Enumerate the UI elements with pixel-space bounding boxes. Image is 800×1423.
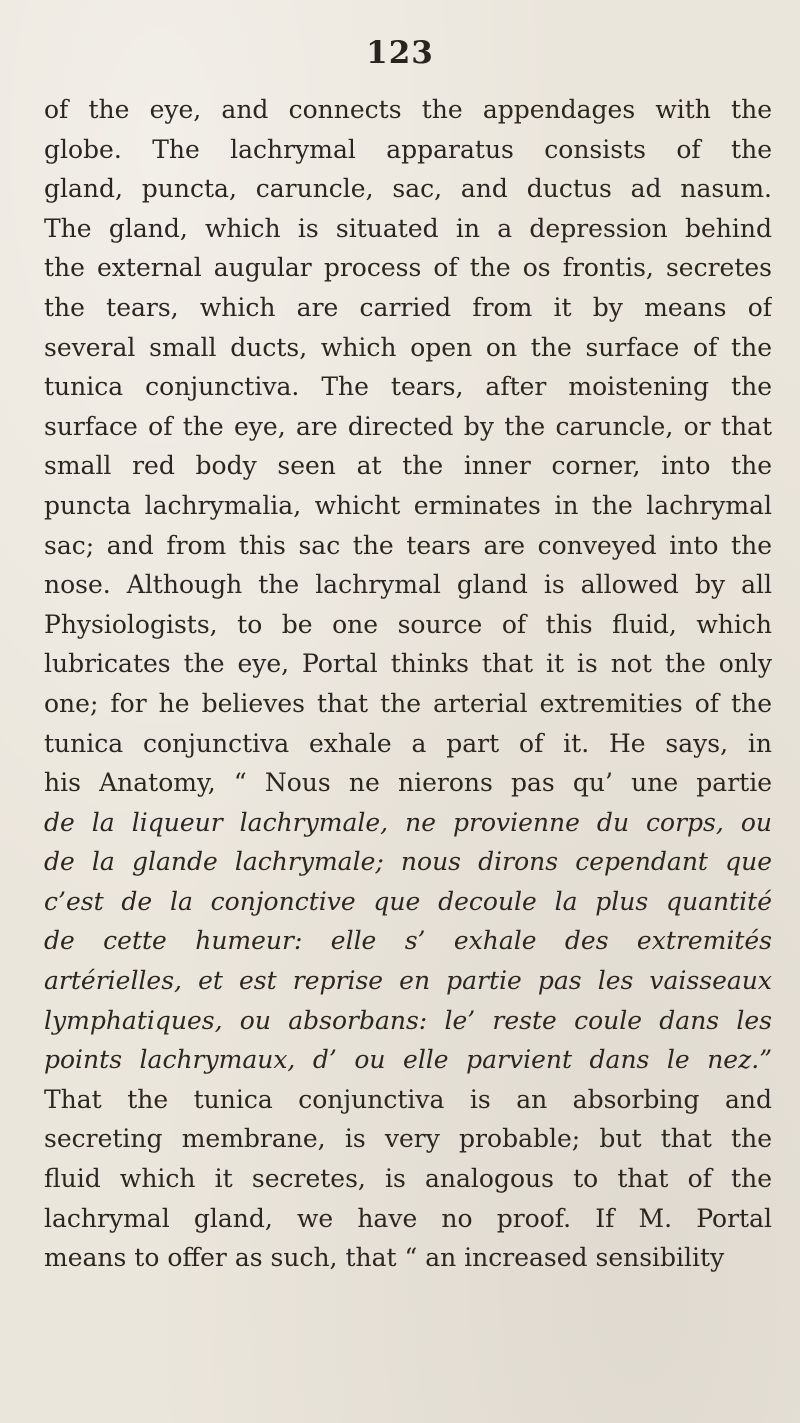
text-line: nose. Although the lachrymal gland is allowed by all [44,570,772,600]
text-line: The gland, which is situated in a depression behind [44,213,772,243]
text-line: his Anatomy, “ Nous ne nierons pas qu’ une partie [44,768,772,798]
text-line: artérielles, et est reprise en partie pas les vaisseaux [44,966,772,996]
text-line: gland, puncta, caruncle, sac, and ductus ad nasum. [44,174,772,204]
text-line: de la glande lachrymale; nous dirons cependant que [44,847,772,877]
text-line: secreting membrane, is very probable; but that the [44,1124,772,1154]
text-line: tunica conjunctiva. The tears, after moistening the [44,372,772,402]
text-line: globe. The lachrymal apparatus consists of the [44,134,772,164]
text-line: of the eye, and connects the appendages with the [44,95,772,124]
text-line: lubricates the eye, Portal thinks that it is not the only [44,649,772,679]
text-line: lachrymal gland, we have no proof. If M. Portal [44,1203,772,1233]
page-number: 123 [366,35,434,71]
text-line: the tears, which are carried from it by means of [44,292,772,322]
text-line: de la liqueur lachrymale, ne provienne du corps, ou [44,807,772,837]
text-line: tunica conjunctiva exhale a part of it. He says, in [44,728,772,758]
text-line: one; for he believes that the arterial extremities of the [44,688,772,718]
text-line: surface of the eye, are directed by the caruncle, or that [44,411,772,441]
text-line: points lachrymaux, d’ ou elle parvient dans le nez.” [44,1045,772,1075]
text-line: c’est de la conjonctive que decoule la plus quantité [44,886,772,916]
text-line: the external augular process of the os frontis, secretes [44,253,772,283]
text-line: puncta lachrymalia, whicht erminates in the lachrymal [44,490,772,520]
text-line: several small ducts, which open on the surface of the [44,332,772,362]
text-line: Physiologists, to be one source of this fluid, which [44,609,772,639]
text-line: means to offer as such, that “ an increased sensibility [44,1243,725,1273]
text-line: That the tunica conjunctiva is an absorbing and [44,1084,772,1114]
text-line: small red body seen at the inner corner, into the [44,451,772,481]
text-line: lymphatiques, ou absorbans: le’ reste coule dans les [44,1005,772,1035]
text-line: sac; and from this sac the tears are conveyed into the [44,530,772,560]
body-text [44,90,772,1278]
text-line: de cette humeur: elle s’ exhale des extremités [44,926,772,956]
text-line: fluid which it secretes, is analogous to that of the [44,1164,772,1194]
